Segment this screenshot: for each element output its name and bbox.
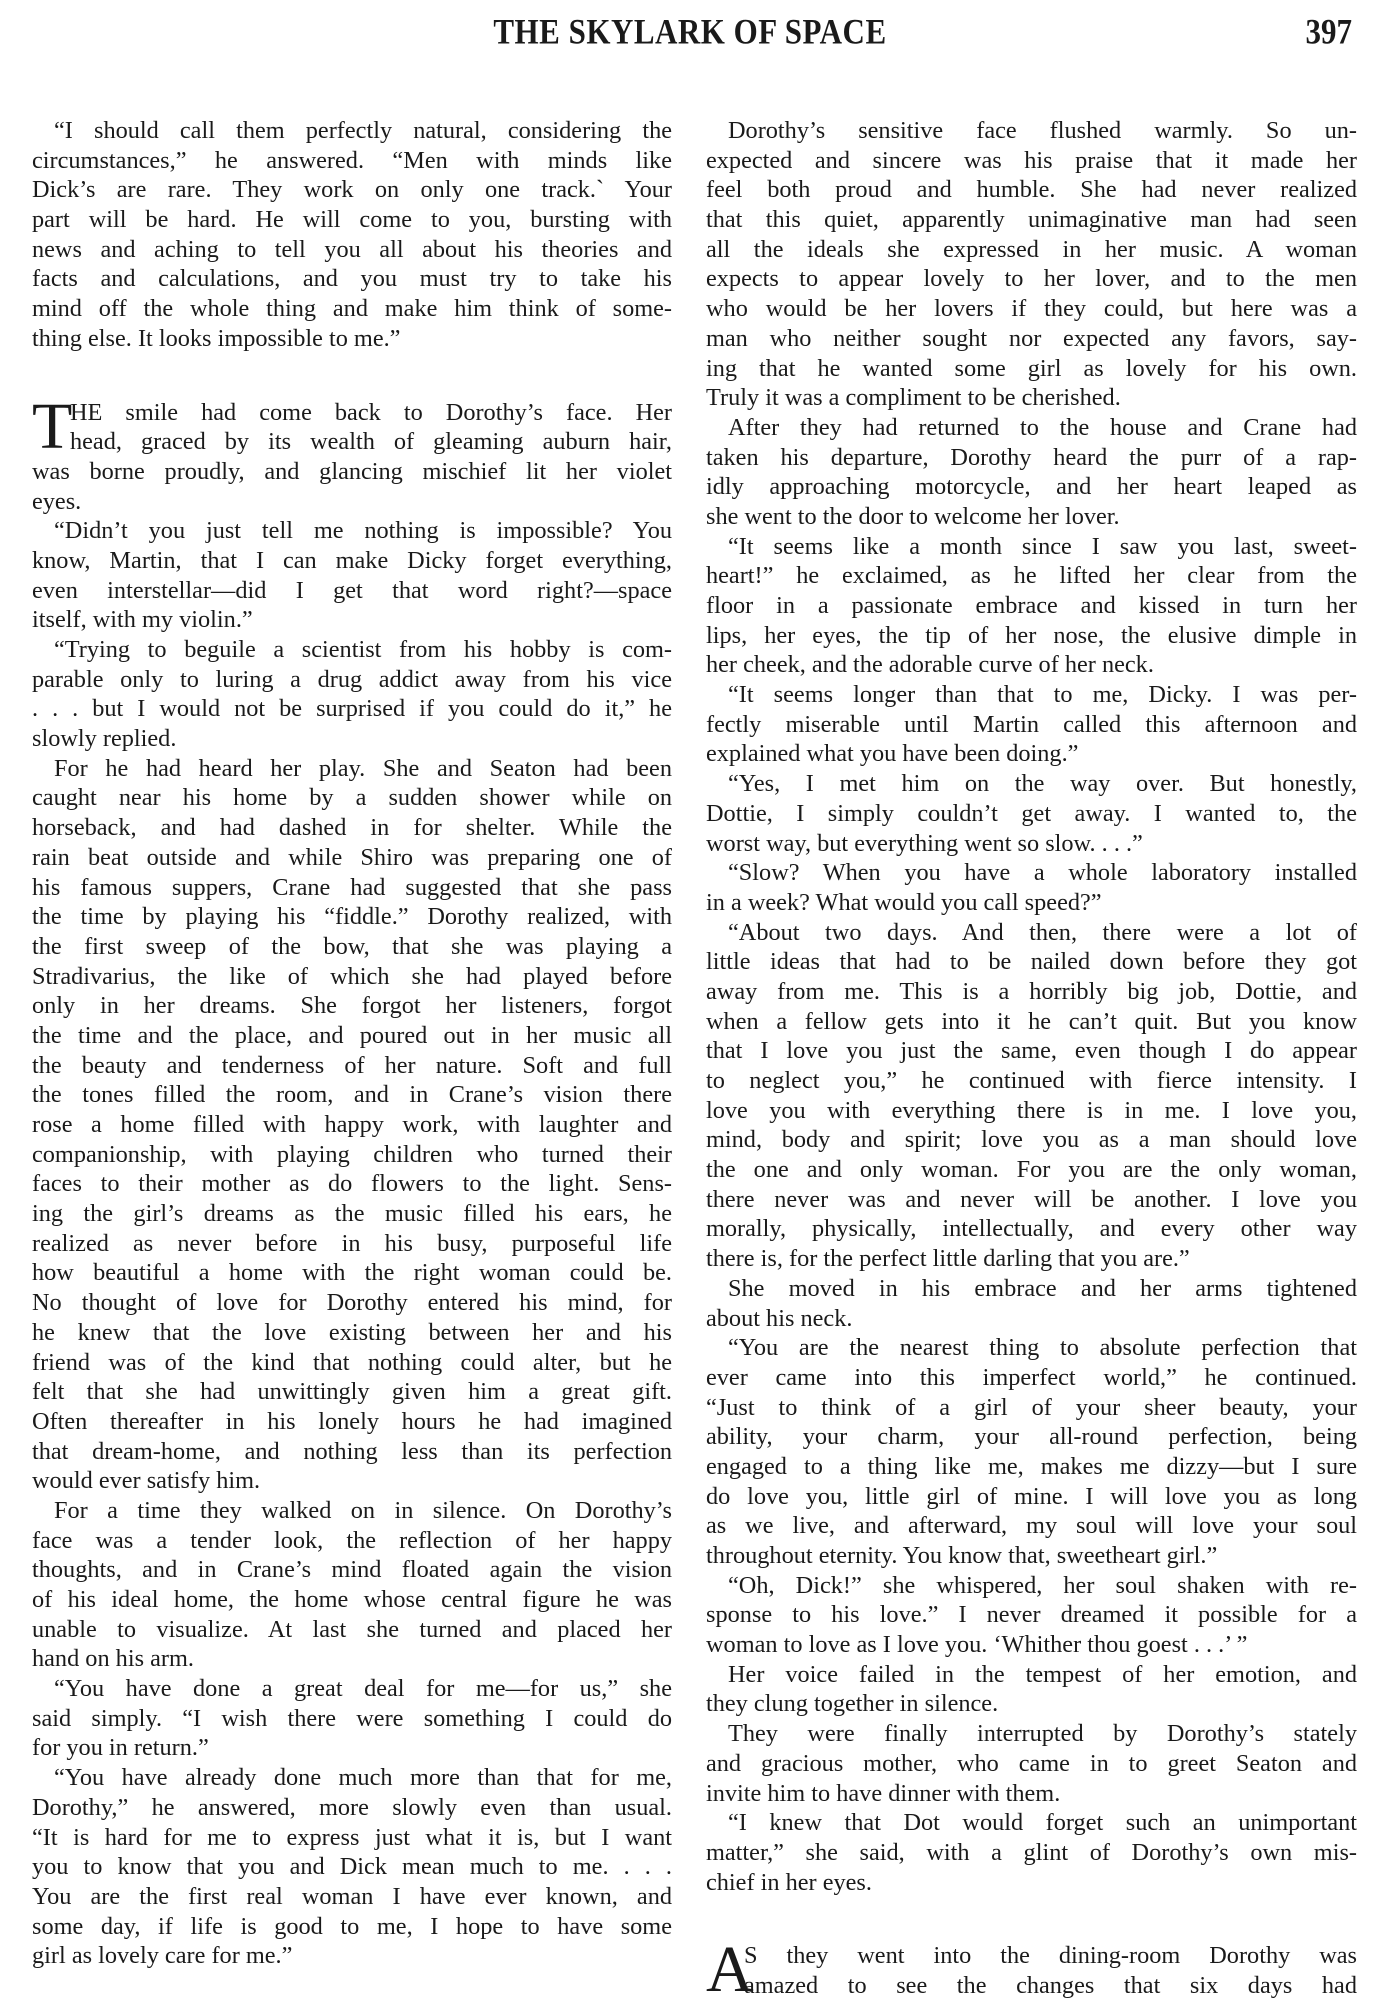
text-line: “It is hard for me to express just what it is, but I want — [32, 1823, 672, 1851]
text-line: mind off the whole thing and make him think of some- — [32, 295, 672, 323]
text-line: facts and calculations, and you must try to take his — [32, 265, 672, 293]
paragraph — [706, 1571, 1357, 1660]
paragraph — [706, 1808, 1357, 1897]
text-line: idly approaching motorcycle, and her heart leaped as — [706, 473, 1357, 501]
text-line: “Didn’t you just tell me nothing is impossible? You — [54, 517, 672, 545]
text-line: expects to appear lovely to her lover, and to the men — [706, 265, 1357, 293]
text-line: No thought of love for Dorothy entered his mind, for — [32, 1289, 672, 1317]
text-line: eyes. — [32, 487, 82, 515]
paragraph — [706, 1719, 1357, 1808]
text-line: know, Martin, that I can make Dicky forget everything, — [32, 546, 672, 574]
text-line: Truly it was a compliment to be cherished. — [706, 384, 1121, 412]
running-title: THE SKYLARK OF SPACE — [493, 11, 887, 52]
text-line: the one and only woman. For you are the only woman, — [706, 1156, 1357, 1184]
paragraph — [706, 1660, 1357, 1719]
text-line: man who neither sought nor expected any favors, say- — [706, 324, 1357, 352]
text-line: when a fellow gets into it he can’t quit. But you know — [706, 1007, 1357, 1035]
paragraph — [706, 769, 1357, 858]
text-line: that this quiet, apparently unimaginative man had seen — [706, 206, 1357, 234]
paragraph — [32, 1763, 672, 1971]
text-line: S they went into the dining-room Dorothy was — [744, 1942, 1357, 1970]
text-line: away from me. This is a horribly big job, Dottie, and — [706, 977, 1357, 1005]
text-line: “Oh, Dick!” she whispered, her soul shaken with re- — [728, 1571, 1357, 1599]
text-line: would ever satisfy him. — [32, 1467, 261, 1495]
paragraph — [706, 918, 1357, 1274]
text-line: as we live, and afterward, my soul will love your soul — [706, 1512, 1357, 1540]
text-line: ing that he wanted some girl as lovely for his own. — [706, 354, 1357, 382]
text-line: all the ideals she expressed in her music. A woman — [706, 235, 1357, 263]
text-line: was borne proudly, and glancing mischief lit her violet — [32, 457, 672, 485]
drop-cap: T — [32, 389, 73, 463]
page-number: 397 — [1305, 11, 1352, 52]
text-line: faces to their mother as do flowers to the light. Sens- — [32, 1170, 672, 1198]
text-line: floor in a passionate embrace and kissed in turn her — [706, 592, 1357, 619]
text-line: in a week? What would you call speed?” — [706, 888, 1102, 916]
text-line: and gracious mother, who came in to greet Seaton and — [706, 1749, 1357, 1777]
text-line: felt that she had unwittingly given him a great gift. — [32, 1378, 672, 1406]
paragraph — [706, 116, 1357, 413]
text-line: Dorothy,” he answered, more slowly even than usual. — [32, 1793, 672, 1821]
left-column — [32, 116, 672, 1971]
text-line: the time by playing his “fiddle.” Dorothy realized, with — [32, 903, 672, 931]
text-line: matter,” she said, with a glint of Dorothy’s own mis- — [706, 1838, 1357, 1866]
paragraph — [32, 1496, 672, 1674]
text-line: chief in her eyes. — [706, 1868, 872, 1896]
text-line: part will be hard. He will come to you, bursting with — [32, 206, 672, 234]
text-line: thing else. It looks impossible to me.” — [32, 324, 401, 352]
text-line: rain beat outside and while Shiro was preparing one of — [32, 843, 672, 871]
text-line: morally, physically, intellectually, and every other way — [706, 1215, 1357, 1243]
text-line: the tones filled the room, and in Crane’s vision there — [32, 1081, 672, 1109]
text-line: “I should call them perfectly natural, considering the — [54, 117, 672, 144]
text-line: taken his departure, Dorothy heard the purr of a rap- — [706, 443, 1357, 471]
text-line: “Trying to beguile a scientist from his hobby is com- — [54, 636, 672, 663]
text-line: head, graced by its wealth of gleaming auburn hair, — [70, 428, 672, 456]
text-line: After they had returned to the house and Crane had — [728, 413, 1357, 441]
text-line: parable only to luring a drug addict away from his vice — [32, 665, 672, 693]
text-line: only in her dreams. She forgot her listeners, forgot — [32, 992, 672, 1020]
text-line: ever came into this imperfect world,” he continued. — [706, 1363, 1357, 1391]
text-line: For a time they walked on in silence. On Dorothy’s — [54, 1496, 672, 1524]
text-line: mind, body and spirit; love you as a man should love — [706, 1126, 1357, 1154]
text-line: rose a home filled with happy work, with laughter and — [32, 1111, 672, 1138]
paragraph — [706, 1274, 1357, 1333]
text-line: the time and the place, and poured out in her music all — [32, 1021, 672, 1049]
text-line: some day, if life is good to me, I hope to have some — [32, 1912, 672, 1940]
text-line: “Just to think of a girl of your sheer beauty, your — [706, 1393, 1357, 1421]
text-line: thoughts, and in Crane’s mind floated again the vision — [32, 1556, 672, 1584]
paragraph — [706, 1333, 1357, 1571]
text-line: said simply. “I wish there were something I could do — [32, 1704, 672, 1732]
text-line: ing the girl’s dreams as the music filled his ears, he — [32, 1200, 672, 1228]
text-line: face was a tender look, the reflection of her happy — [32, 1526, 672, 1554]
paragraph — [32, 754, 672, 1496]
text-line: fectly miserable until Martin called this afternoon and — [706, 710, 1357, 738]
text-line: sponse to his love.” I never dreamed it possible for a — [706, 1601, 1357, 1629]
paragraph — [32, 116, 672, 354]
text-line: amazed to see the changes that six days had — [744, 1971, 1357, 1999]
text-line: of his ideal home, the home whose central figure he was — [32, 1586, 672, 1613]
text-line: “You have already done much more than that for me, — [54, 1764, 672, 1792]
text-line: there never was and never will be another. I love you — [706, 1185, 1357, 1213]
text-line: who would be her lovers if they could, but here was a — [706, 295, 1357, 323]
text-line: they clung together in silence. — [706, 1690, 999, 1718]
paragraph — [706, 413, 1357, 532]
text-line: to neglect you,” he continued with fierce intensity. I — [706, 1067, 1357, 1094]
text-line: news and aching to tell you all about his theories and — [32, 235, 672, 263]
text-line: the first sweep of the bow, that she was playing a — [32, 932, 672, 960]
text-line: realized as never before in his busy, purposeful life — [32, 1229, 672, 1257]
text-line: “Yes, I met him on the way over. But honestly, — [728, 770, 1357, 798]
text-line: worst way, but everything went so slow. . . .” — [706, 829, 1143, 857]
text-line: that dream-home, and nothing less than its perfection — [32, 1437, 672, 1465]
text-line: companionship, with playing children who turned their — [32, 1140, 672, 1168]
text-line: girl as lovely care for me.” — [32, 1942, 293, 1970]
text-line: heart!” he exclaimed, as he lifted her clear from the — [706, 562, 1357, 590]
text-line: engaged to a thing like me, makes me dizzy—but I sure — [706, 1452, 1357, 1480]
paragraph — [706, 532, 1357, 680]
text-line: lips, her eyes, the tip of her nose, the elusive dimple in — [706, 621, 1357, 649]
text-line: expected and sincere was his praise that it made her — [706, 146, 1357, 174]
text-line: Dorothy’s sensitive face flushed warmly. So un- — [728, 117, 1357, 144]
text-line: little ideas that had to be nailed down before they got — [706, 948, 1357, 976]
text-line: for you in return.” — [32, 1734, 209, 1762]
text-line: “You have done a great deal for me—for us,” she — [54, 1675, 672, 1703]
text-line: You are the first real woman I have ever known, and — [32, 1882, 672, 1910]
paragraph — [706, 858, 1357, 917]
text-line: unable to visualize. At last she turned and placed her — [32, 1615, 672, 1643]
text-line: she went to the door to welcome her lover. — [706, 502, 1120, 530]
paragraph — [32, 389, 672, 517]
text-line: Dottie, I simply couldn’t get away. I wanted to, the — [706, 799, 1357, 827]
text-line: She moved in his embrace and her arms tightened — [728, 1274, 1357, 1302]
text-line: “It seems longer than that to me, Dicky. I was per- — [728, 681, 1357, 709]
text-line: ability, your charm, your all-round perfection, being — [706, 1423, 1357, 1451]
text-line: explained what you have been doing.” — [706, 740, 1079, 768]
paragraph — [706, 1933, 1357, 2006]
text-line: itself, with my violin.” — [32, 606, 253, 634]
text-line: Often thereafter in his lonely hours he had imagined — [32, 1407, 672, 1435]
text-line: Stradivarius, the like of which she had played before — [32, 962, 672, 990]
text-line: HE smile had come back to Dorothy’s face. Her — [70, 398, 672, 426]
text-line: . . . but I would not be surprised if you could do it,” he — [32, 695, 672, 723]
text-line: that I love you just the same, even though I do appear — [706, 1037, 1357, 1065]
text-line: how beautiful a home with the right woman could be. — [32, 1259, 672, 1287]
text-line: do love you, little girl of mine. I will love you as long — [706, 1482, 1357, 1510]
text-line: even interstellar—did I get that word right?—space — [32, 576, 672, 604]
text-line: “I knew that Dot would forget such an unimportant — [728, 1809, 1357, 1837]
text-line: love you with everything there is in me. I love you, — [706, 1096, 1357, 1124]
text-line: the beauty and tenderness of her nature. Soft and full — [32, 1051, 672, 1079]
text-line: friend was of the kind that nothing could alter, but he — [32, 1348, 672, 1376]
text-line: his famous suppers, Crane had suggested that she pass — [32, 873, 672, 901]
paragraph — [32, 1674, 672, 1763]
text-line: hand on his arm. — [32, 1645, 194, 1673]
drop-cap: A — [706, 1933, 754, 2006]
paragraph — [706, 680, 1357, 769]
text-line: “Slow? When you have a whole laboratory installed — [728, 859, 1357, 887]
text-line: slowly replied. — [32, 725, 177, 753]
text-line: about his neck. — [706, 1304, 853, 1332]
text-line: Dick’s are rare. They work on only one track.` Your — [32, 176, 672, 204]
text-line: throughout eternity. You know that, sweetheart girl.” — [706, 1542, 1218, 1569]
text-line: you to know that you and Dick mean much to me. . . . — [32, 1853, 672, 1881]
right-column — [706, 116, 1357, 2006]
text-line: They were finally interrupted by Dorothy’s stately — [728, 1720, 1357, 1748]
section-break — [32, 354, 672, 398]
text-line: For he had heard her play. She and Seaton had been — [54, 754, 672, 782]
text-line: Her voice failed in the tempest of her emotion, and — [728, 1660, 1357, 1688]
text-line: there is, for the perfect little darling that you are.” — [706, 1245, 1190, 1273]
text-line: invite him to have dinner with them. — [706, 1779, 1061, 1807]
text-line: circumstances,” he answered. “Men with minds like — [32, 146, 672, 174]
text-line: caught near his home by a sudden shower while on — [32, 784, 672, 812]
paragraph — [32, 635, 672, 754]
text-line: horseback, and had dashed in for shelter. While the — [32, 814, 672, 842]
text-line: “You are the nearest thing to absolute perfection that — [728, 1334, 1357, 1362]
text-line: woman to love as I love you. ‘Whither thou goest . . .’ ” — [706, 1631, 1248, 1659]
text-line: he knew that the love existing between her and his — [32, 1318, 672, 1346]
text-line: “About two days. And then, there were a lot of — [728, 918, 1357, 946]
text-line: “It seems like a month since I saw you last, sweet- — [728, 532, 1357, 560]
text-line: her cheek, and the adorable curve of her neck. — [706, 651, 1154, 679]
text-line: feel both proud and humble. She had never realized — [706, 176, 1357, 204]
paragraph — [32, 516, 672, 635]
section-break — [706, 1897, 1357, 1941]
